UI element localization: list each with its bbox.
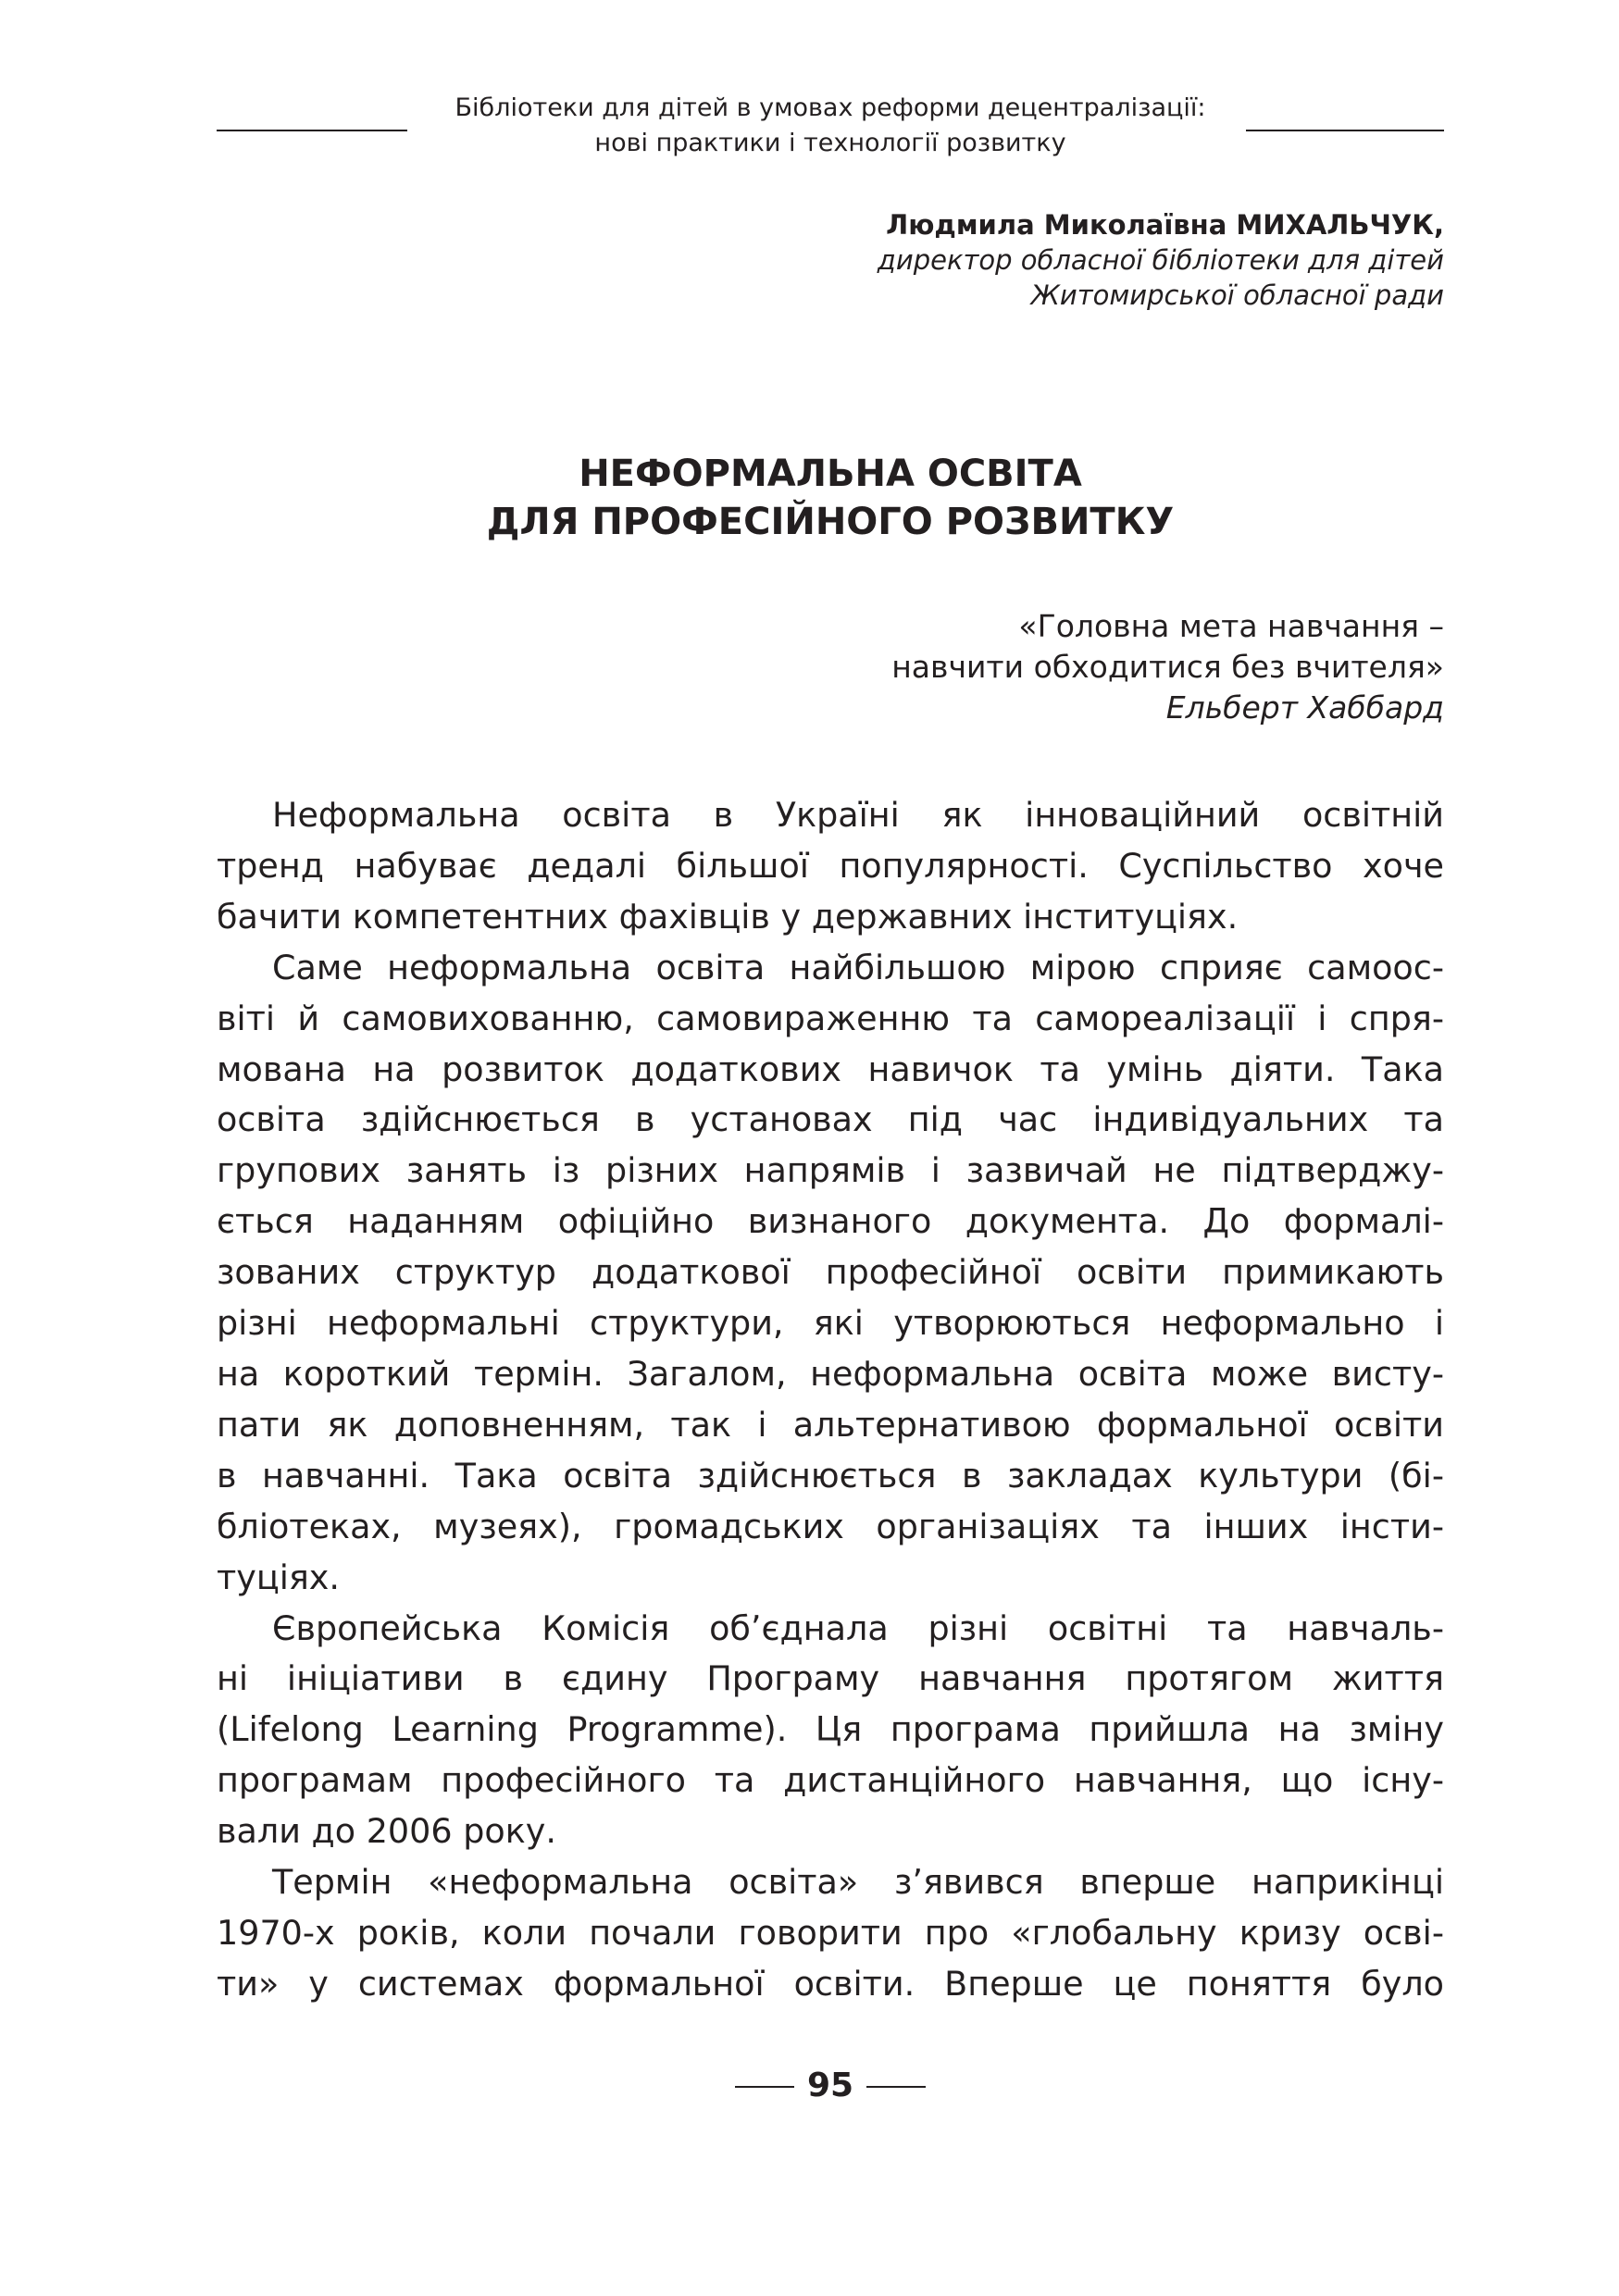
text-line: (Lifelong Learning Programme). Ця програма прийшла на зміну: [217, 1709, 1444, 1750]
author-role-line-2: Житомирської обласної ради: [1030, 279, 1444, 311]
text-line: зованих структур додаткової професійної освіти примикають: [217, 1252, 1444, 1293]
text-line: Саме неформальна освіта найбільшою мірою сприяє самоос-: [272, 947, 1444, 987]
body-text: [217, 790, 1444, 2010]
header-rule-right: [1246, 130, 1444, 131]
text-line: бачити компетентних фахівців у державних інституціях.: [217, 896, 1239, 937]
author-block: [878, 207, 1444, 313]
text-line: групових занять із різних напрямів і зазвичай не підтверджу-: [217, 1150, 1444, 1191]
author-name: Людмила Миколаївна МИХАЛЬЧУК,: [886, 209, 1444, 241]
text-line: 1970-х років, коли почали говорити про «глобальну кризу осві-: [217, 1912, 1444, 1953]
text-line: туціях.: [217, 1557, 341, 1597]
text-line: різні неформальні структури, які утворюються неформально і: [217, 1303, 1444, 1344]
header-rule-left: [217, 130, 407, 131]
running-header: [217, 91, 1444, 161]
text-line: освіта здійснюється в установах під час індивідуальних та: [217, 1099, 1444, 1140]
article-title: [217, 450, 1444, 546]
title-line-1: НЕФОРМАЛЬНА ОСВІТА: [579, 453, 1082, 495]
header-line-2: нові практики і технології розвитку: [594, 129, 1066, 157]
page-number-dash-right: [866, 2086, 926, 2088]
page-number: [217, 2066, 1444, 2106]
paragraph-2: [217, 943, 1444, 1604]
text-line: Європейська Комісія об’єднала різні освітні та навчаль-: [272, 1607, 1444, 1648]
text-line: ти» у системах формальної освіти. Вперше це поняття було: [217, 1963, 1444, 2004]
epigraph-line-1: «Головна мета навчання –: [1018, 608, 1444, 644]
text-line: в навчанні. Така освіта здійснюється в закладах культури (бі-: [217, 1455, 1444, 1496]
text-line: вали до 2006 року.: [217, 1811, 556, 1852]
epigraph: [891, 606, 1444, 728]
text-line: на короткий термін. Загалом, неформальна освіта може висту-: [217, 1353, 1444, 1394]
header-line-1: Бібліотеки для дітей в умовах реформи децентралізації:: [455, 93, 1206, 122]
text-line: ється наданням офіційно визнаного документа. До формалі-: [217, 1201, 1444, 1242]
text-line: ні ініціативи в єдину Програму навчання протягом життя: [217, 1658, 1444, 1699]
text-line: бліотеках, музеях), громадських організаціях та інших інсти-: [217, 1506, 1444, 1546]
page-number-dash-left: [735, 2086, 794, 2088]
text-line: тренд набуває дедалі більшої популярності. Суспільство хоче: [217, 845, 1444, 886]
page-number-value: 95: [806, 2066, 854, 2104]
document-page: [217, 0, 1444, 2296]
epigraph-line-2: навчити обходитися без вчителя»: [891, 649, 1444, 685]
title-line-2: ДЛЯ ПРОФЕСІЙНОГО РОЗВИТКУ: [486, 501, 1175, 543]
text-line: мована на розвиток додаткових навичок та умінь діяти. Така: [217, 1049, 1444, 1089]
text-line: віті й самовихованню, самовираженню та самореалізації і спря-: [217, 998, 1444, 1038]
paragraph-3: [217, 1604, 1444, 1858]
paragraph-1: [217, 790, 1444, 943]
epigraph-source: Ельберт Хаббард: [1165, 689, 1444, 726]
text-line: Неформальна освіта в Україні як інноваційний освітній: [272, 795, 1444, 835]
text-line: програмам професійного та дистанційного навчання, що існу-: [217, 1760, 1444, 1801]
paragraph-4: [217, 1857, 1444, 2010]
author-role-line-1: директор обласної бібліотеки для дітей: [877, 244, 1444, 276]
text-line: Термін «неформальна освіта» з’явився вперше наприкінці: [272, 1862, 1444, 1903]
text-line: пати як доповненням, так і альтернативою формальної освіти: [217, 1404, 1444, 1445]
